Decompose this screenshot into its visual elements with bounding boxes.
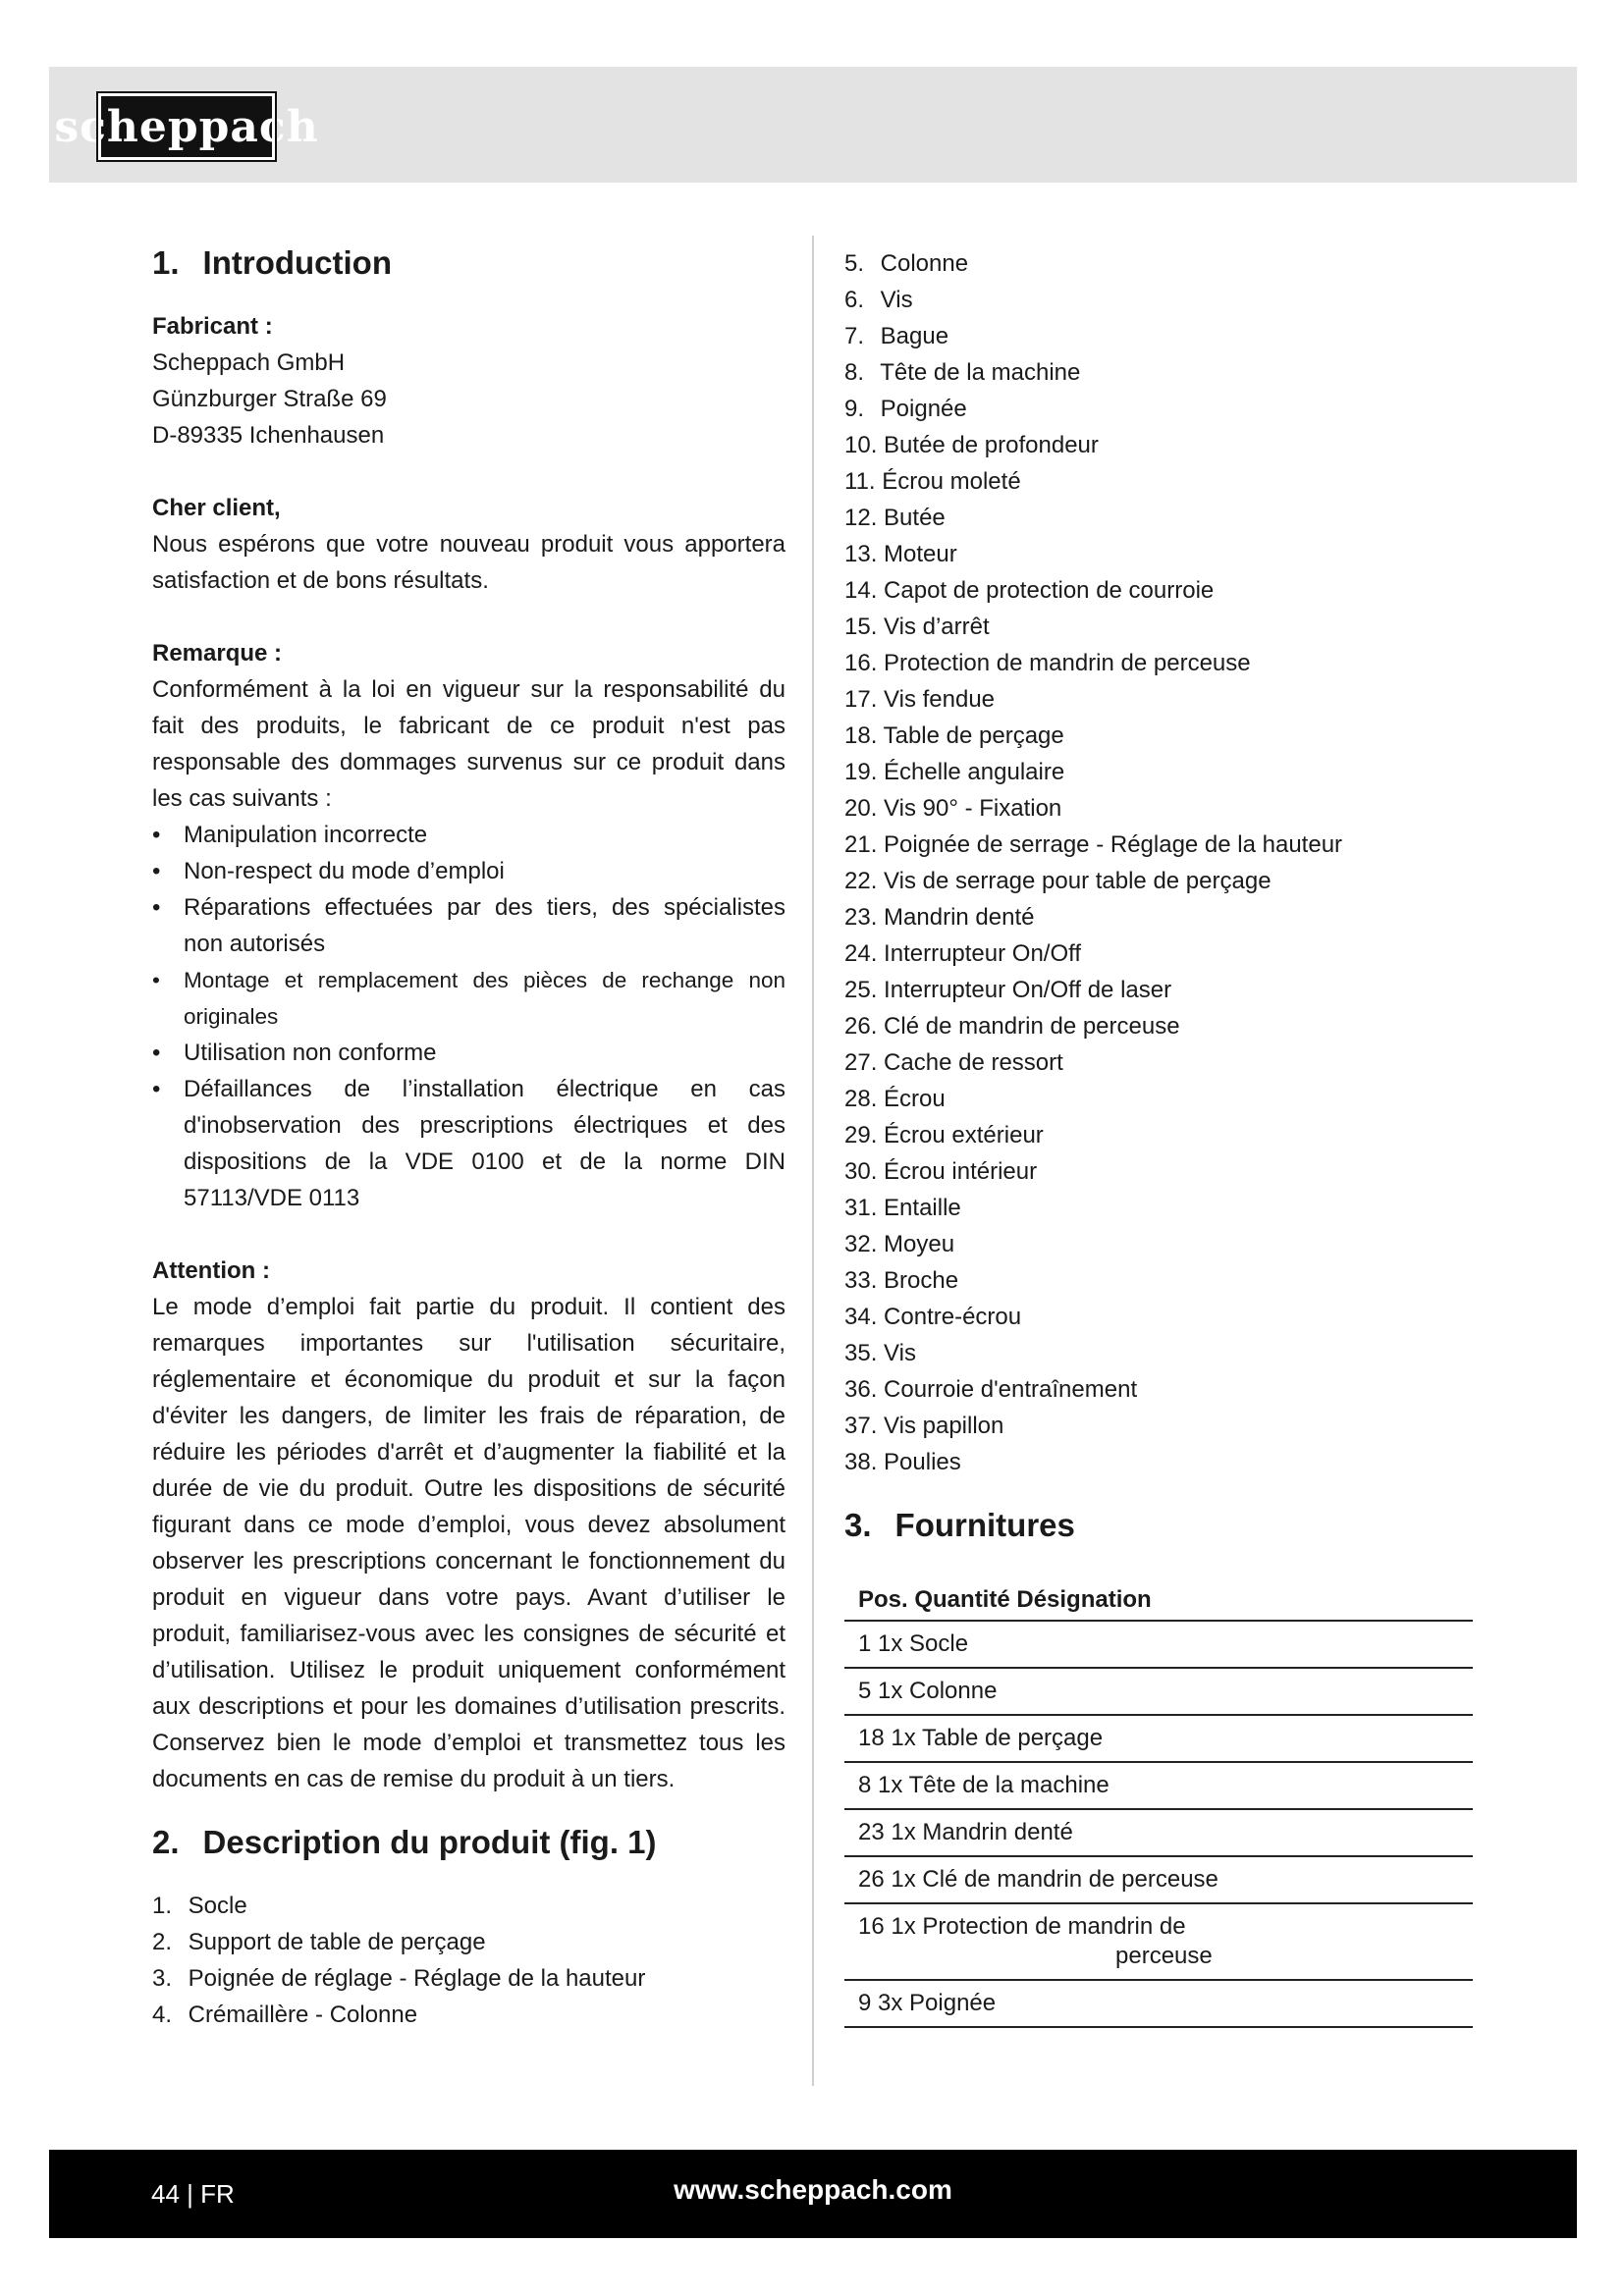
bullet-item: • Manipulation incorrecte	[152, 817, 785, 853]
part-item: 19. Échelle angulaire	[844, 759, 1065, 785]
part-item: 7. Bague	[844, 323, 949, 349]
part-item: 21. Poignée de serrage - Réglage de la hauteur	[844, 831, 1343, 858]
bullet-item: • Non-respect du mode d’emploi	[152, 853, 785, 889]
part-item: 38. Poulies	[844, 1449, 961, 1475]
part-item: 4. Crémaillère - Colonne	[152, 2002, 418, 2028]
part-item: 26. Clé de mandrin de perceuse	[844, 1013, 1180, 1040]
footer-bar	[49, 2150, 1577, 2238]
part-item: 9. Poignée	[844, 396, 967, 422]
part-item: 35. Vis	[844, 1340, 916, 1366]
part-item: 12. Butée	[844, 505, 946, 531]
parts-list-right	[844, 245, 1483, 1480]
bullet-item: • Défaillances de l’installation électrique en cas d'inobservation des prescriptions électriques et des dispositions de la VDE 0100 et de la norme DIN 57113/VDE 0113	[152, 1071, 785, 1216]
section-heading-supplies: 3. Fournitures	[844, 1507, 1075, 1543]
part-item: 5. Colonne	[844, 250, 969, 277]
section-heading-description: 2. Description du produit (fig. 1)	[152, 1824, 657, 1860]
supplies-table-header: Pos. Quantité Désignation	[844, 1571, 1473, 1621]
part-item: 31. Entaille	[844, 1195, 961, 1221]
bullet-item: • Montage et remplacement des pièces de rechange non originales	[152, 962, 785, 1035]
manufacturer-label: Fabricant :	[152, 313, 273, 340]
remark-label: Remarque :	[152, 640, 283, 667]
part-item: 16. Protection de mandrin de perceuse	[844, 650, 1251, 676]
remark-text: Conformément à la loi en vigueur sur la responsabilité du fait des produits, le fabricant de ce produit n'est pas responsable des dommages survenus sur ce produit dans les cas suivants :	[152, 676, 785, 812]
part-item: 34. Contre-écrou	[844, 1304, 1022, 1330]
parts-list-left	[152, 1888, 785, 2033]
bullet-item: • Utilisation non conforme	[152, 1035, 785, 1071]
part-item: 20. Vis 90° - Fixation	[844, 795, 1062, 822]
table-row: 26 1x Clé de mandrin de perceuse	[844, 1856, 1473, 1903]
part-item: 11. Écrou moleté	[844, 468, 1021, 495]
table-row: 23 1x Mandrin denté	[844, 1809, 1473, 1856]
attention-label: Attention :	[152, 1257, 270, 1284]
table-row: 18 1x Table de perçage	[844, 1715, 1473, 1762]
part-item: 3. Poignée de réglage - Réglage de la hauteur	[152, 1965, 646, 1992]
part-item: 14. Capot de protection de courroie	[844, 577, 1215, 604]
remark-bullet-list	[152, 817, 785, 1216]
part-item: 37. Vis papillon	[844, 1413, 1004, 1439]
manufacturer-line: Scheppach GmbH	[152, 349, 346, 376]
part-item: 22. Vis de serrage pour table de perçage	[844, 868, 1272, 894]
column-divider	[812, 236, 814, 2086]
website-url: www.scheppach.com	[674, 2174, 952, 2205]
header-band	[49, 67, 1577, 183]
table-row: 9 3x Poignée	[844, 1980, 1473, 2027]
part-item: 17. Vis fendue	[844, 686, 996, 713]
manufacturer-line: D-89335 Ichenhausen	[152, 422, 385, 449]
section-heading-introduction: 1. Introduction	[152, 244, 392, 281]
table-row: 5 1x Colonne	[844, 1668, 1473, 1715]
client-text: Nous espérons que votre nouveau produit vous apportera satisfaction et de bons résultats.	[152, 531, 785, 594]
part-item: 32. Moyeu	[844, 1231, 955, 1257]
part-item: 13. Moteur	[844, 541, 957, 567]
client-label: Cher client,	[152, 495, 281, 521]
part-item: 18. Table de perçage	[844, 722, 1064, 749]
part-item: 23. Mandrin denté	[844, 904, 1035, 931]
part-item: 1. Socle	[152, 1893, 247, 1919]
part-item: 6. Vis	[844, 287, 913, 313]
part-item: 28. Écrou	[844, 1086, 946, 1112]
page-number: 44 | FR	[151, 2179, 235, 2209]
table-row: 8 1x Tête de la machine	[844, 1762, 1473, 1809]
part-item: 27. Cache de ressort	[844, 1049, 1063, 1076]
part-item: 33. Broche	[844, 1267, 959, 1294]
part-item: 29. Écrou extérieur	[844, 1122, 1044, 1148]
table-row: 1 1x Socle	[844, 1621, 1473, 1668]
part-item: 2. Support de table de perçage	[152, 1929, 486, 1955]
manufacturer-line: Günzburger Straße 69	[152, 386, 387, 412]
part-item: 15. Vis d’arrêt	[844, 614, 990, 640]
left-column	[152, 240, 785, 2033]
part-item: 24. Interrupteur On/Off	[844, 940, 1082, 967]
table-row: 16 1x Protection de mandrin de perceuse	[844, 1903, 1473, 1980]
supplies-table	[844, 1571, 1473, 2028]
part-item: 8. Tête de la machine	[844, 359, 1081, 386]
part-item: 30. Écrou intérieur	[844, 1158, 1038, 1185]
part-item: 25. Interrupteur On/Off de laser	[844, 977, 1172, 1003]
part-item: 36. Courroie d'entraînement	[844, 1376, 1138, 1403]
attention-text: Le mode d’emploi fait partie du produit. Il contient des remarques importantes sur l'utilisation sécuritaire, réglementaire et économique du produit et sur la façon d'éviter les dangers, de limiter les frais de réparation, de réduire les périodes d'arrêt et d’augmenter la fiabilité et la durée de vie du produit. Outre les dispositions de sécurité figurant dans ce mode d’emploi, vous devez absolument observer les prescriptions concernant le fonctionnement du produit en vigueur dans votre pays. Avant d’utiliser le produit, familiarisez-vous avec les consignes de sécurité et d’utilisation. Utilisez le produit uniquement conformément aux descriptions et pour les domaines d’utilisation prescrits. Conservez bien le mode d’emploi et transmettez tous les documents en cas de remise du produit à un tiers.	[152, 1294, 785, 1792]
part-item: 10. Butée de profondeur	[844, 432, 1099, 458]
scheppach-logo: scheppach	[98, 93, 275, 160]
bullet-item: • Réparations effectuées par des tiers, des spécialistes non autorisés	[152, 889, 785, 962]
right-column	[844, 245, 1483, 2028]
